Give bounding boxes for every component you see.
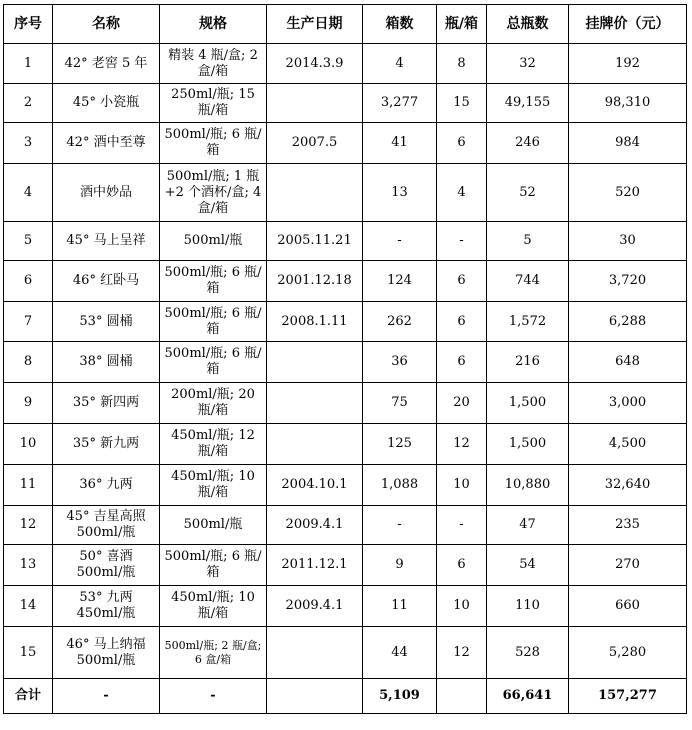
cell-total-bottles: 744	[487, 261, 569, 302]
cell-name: 38° 圆桶	[53, 342, 160, 383]
cell-spec: 500ml/瓶; 1 瓶+2 个酒杯/盒; 4 盒/箱	[160, 164, 267, 222]
cell-production-date: 2014.3.9	[267, 44, 363, 84]
header-total-bottles: 总瓶数	[487, 5, 569, 44]
cell-spec: 500ml/瓶	[160, 222, 267, 261]
cell-name: 42° 酒中至尊	[53, 123, 160, 164]
cell-index: 12	[4, 506, 53, 545]
cell-name: 42° 老窖 5 年	[53, 44, 160, 84]
cell-index: 8	[4, 342, 53, 383]
cell-boxes: 1,088	[363, 465, 437, 506]
cell-list-price: 660	[569, 586, 687, 627]
cell-total-bottles: 49,155	[487, 84, 569, 123]
cell-production-date: 2005.11.21	[267, 222, 363, 261]
table-row	[4, 84, 687, 123]
cell-list-price: 32,640	[569, 465, 687, 506]
cell-boxes: 41	[363, 123, 437, 164]
cell-total-bottles: 52	[487, 164, 569, 222]
table-row	[4, 342, 687, 383]
cell-name: 53° 九两 450ml/瓶	[53, 586, 160, 627]
cell-bottles-per-box: 6	[437, 302, 487, 342]
cell-list-price: 235	[569, 506, 687, 545]
table-row	[4, 424, 687, 465]
total-spec: -	[160, 679, 267, 714]
cell-index: 14	[4, 586, 53, 627]
cell-spec: 500ml/瓶	[160, 506, 267, 545]
cell-name: 53° 圆桶	[53, 302, 160, 342]
cell-bottles-per-box: -	[437, 506, 487, 545]
cell-spec: 500ml/瓶; 6 瓶/箱	[160, 342, 267, 383]
cell-boxes: 9	[363, 545, 437, 586]
cell-total-bottles: 1,500	[487, 424, 569, 465]
table-row	[4, 222, 687, 261]
cell-list-price: 5,280	[569, 627, 687, 679]
cell-bottles-per-box: -	[437, 222, 487, 261]
cell-total-bottles: 528	[487, 627, 569, 679]
cell-list-price: 3,720	[569, 261, 687, 302]
total-price: 157,277	[569, 679, 687, 714]
cell-name: 35° 新九两	[53, 424, 160, 465]
header-boxes: 箱数	[363, 5, 437, 44]
cell-bottles-per-box: 8	[437, 44, 487, 84]
cell-boxes: -	[363, 222, 437, 261]
cell-bottles-per-box: 12	[437, 424, 487, 465]
cell-bottles-per-box: 6	[437, 342, 487, 383]
cell-boxes: 3,277	[363, 84, 437, 123]
cell-production-date	[267, 627, 363, 679]
cell-boxes: 125	[363, 424, 437, 465]
header-list-price: 挂牌价（元）	[569, 5, 687, 44]
cell-index: 11	[4, 465, 53, 506]
table-row	[4, 465, 687, 506]
cell-boxes: 44	[363, 627, 437, 679]
header-bottles-per-box: 瓶/箱	[437, 5, 487, 44]
cell-boxes: 75	[363, 383, 437, 424]
total-row	[4, 679, 687, 714]
cell-total-bottles: 216	[487, 342, 569, 383]
cell-name: 35° 新四两	[53, 383, 160, 424]
header-spec: 规格	[160, 5, 267, 44]
cell-spec: 精装 4 瓶/盒; 2 盒/箱	[160, 44, 267, 84]
cell-production-date: 2009.4.1	[267, 506, 363, 545]
cell-index: 3	[4, 123, 53, 164]
cell-index: 4	[4, 164, 53, 222]
cell-total-bottles: 1,500	[487, 383, 569, 424]
cell-bottles-per-box: 6	[437, 545, 487, 586]
cell-bottles-per-box: 10	[437, 586, 487, 627]
cell-total-bottles: 1,572	[487, 302, 569, 342]
cell-total-bottles: 5	[487, 222, 569, 261]
cell-spec: 450ml/瓶; 12 瓶/箱	[160, 424, 267, 465]
cell-spec: 450ml/瓶; 10 瓶/箱	[160, 465, 267, 506]
cell-boxes: 262	[363, 302, 437, 342]
cell-production-date: 2007.5	[267, 123, 363, 164]
cell-production-date	[267, 84, 363, 123]
cell-boxes: 13	[363, 164, 437, 222]
total-label: 合计	[4, 679, 53, 714]
cell-name: 36° 九两	[53, 465, 160, 506]
cell-index: 6	[4, 261, 53, 302]
cell-index: 9	[4, 383, 53, 424]
cell-total-bottles: 54	[487, 545, 569, 586]
cell-bottles-per-box: 4	[437, 164, 487, 222]
cell-production-date: 2011.12.1	[267, 545, 363, 586]
cell-list-price: 520	[569, 164, 687, 222]
cell-name: 45° 马上呈祥	[53, 222, 160, 261]
cell-name: 50° 喜酒 500ml/瓶	[53, 545, 160, 586]
cell-spec: 450ml/瓶; 10 瓶/箱	[160, 586, 267, 627]
cell-boxes: 4	[363, 44, 437, 84]
cell-list-price: 6,288	[569, 302, 687, 342]
cell-index: 2	[4, 84, 53, 123]
cell-boxes: 124	[363, 261, 437, 302]
cell-name: 46° 马上纳福 500ml/瓶	[53, 627, 160, 679]
cell-production-date	[267, 424, 363, 465]
cell-bottles-per-box: 6	[437, 123, 487, 164]
cell-bottles-per-box: 15	[437, 84, 487, 123]
cell-list-price: 648	[569, 342, 687, 383]
cell-list-price: 98,310	[569, 84, 687, 123]
cell-production-date: 2001.12.18	[267, 261, 363, 302]
header-index: 序号	[4, 5, 53, 44]
total-boxes: 5,109	[363, 679, 437, 714]
cell-boxes: 11	[363, 586, 437, 627]
cell-spec: 500ml/瓶; 6 瓶/箱	[160, 261, 267, 302]
header-production-date: 生产日期	[267, 5, 363, 44]
table-row	[4, 586, 687, 627]
cell-production-date: 2008.1.11	[267, 302, 363, 342]
total-per-box	[437, 679, 487, 714]
table-row	[4, 302, 687, 342]
table-row	[4, 123, 687, 164]
cell-list-price: 3,000	[569, 383, 687, 424]
total-date	[267, 679, 363, 714]
cell-bottles-per-box: 20	[437, 383, 487, 424]
header-name: 名称	[53, 5, 160, 44]
table-row	[4, 545, 687, 586]
inventory-table-container	[3, 4, 687, 714]
cell-list-price: 192	[569, 44, 687, 84]
cell-index: 10	[4, 424, 53, 465]
cell-name: 45° 吉星高照 500ml/瓶	[53, 506, 160, 545]
cell-index: 1	[4, 44, 53, 84]
table-row	[4, 261, 687, 302]
cell-boxes: 36	[363, 342, 437, 383]
cell-spec: 200ml/瓶; 20 瓶/箱	[160, 383, 267, 424]
cell-total-bottles: 32	[487, 44, 569, 84]
cell-bottles-per-box: 12	[437, 627, 487, 679]
table-row	[4, 383, 687, 424]
cell-name: 45° 小瓷瓶	[53, 84, 160, 123]
cell-list-price: 30	[569, 222, 687, 261]
cell-list-price: 984	[569, 123, 687, 164]
cell-spec: 500ml/瓶; 6 瓶/箱	[160, 545, 267, 586]
cell-production-date	[267, 164, 363, 222]
cell-production-date: 2004.10.1	[267, 465, 363, 506]
cell-total-bottles: 47	[487, 506, 569, 545]
cell-index: 7	[4, 302, 53, 342]
cell-total-bottles: 110	[487, 586, 569, 627]
cell-name: 46° 红卧马	[53, 261, 160, 302]
cell-total-bottles: 10,880	[487, 465, 569, 506]
cell-index: 5	[4, 222, 53, 261]
table-row	[4, 627, 687, 679]
total-bottles: 66,641	[487, 679, 569, 714]
cell-production-date: 2009.4.1	[267, 586, 363, 627]
table-row	[4, 44, 687, 84]
cell-spec: 500ml/瓶; 6 瓶/箱	[160, 302, 267, 342]
cell-boxes: -	[363, 506, 437, 545]
cell-index: 15	[4, 627, 53, 679]
cell-production-date	[267, 342, 363, 383]
cell-spec: 500ml/瓶; 2 瓶/盒; 6 盒/箱	[160, 627, 267, 679]
cell-index: 13	[4, 545, 53, 586]
table-row	[4, 164, 687, 222]
cell-total-bottles: 246	[487, 123, 569, 164]
cell-spec: 250ml/瓶; 15 瓶/箱	[160, 84, 267, 123]
total-name: -	[53, 679, 160, 714]
cell-list-price: 270	[569, 545, 687, 586]
table-row	[4, 506, 687, 545]
cell-list-price: 4,500	[569, 424, 687, 465]
table-header-row	[4, 5, 687, 44]
cell-production-date	[267, 383, 363, 424]
cell-bottles-per-box: 10	[437, 465, 487, 506]
cell-bottles-per-box: 6	[437, 261, 487, 302]
cell-spec: 500ml/瓶; 6 瓶/箱	[160, 123, 267, 164]
inventory-table	[3, 4, 687, 714]
cell-name: 酒中妙品	[53, 164, 160, 222]
